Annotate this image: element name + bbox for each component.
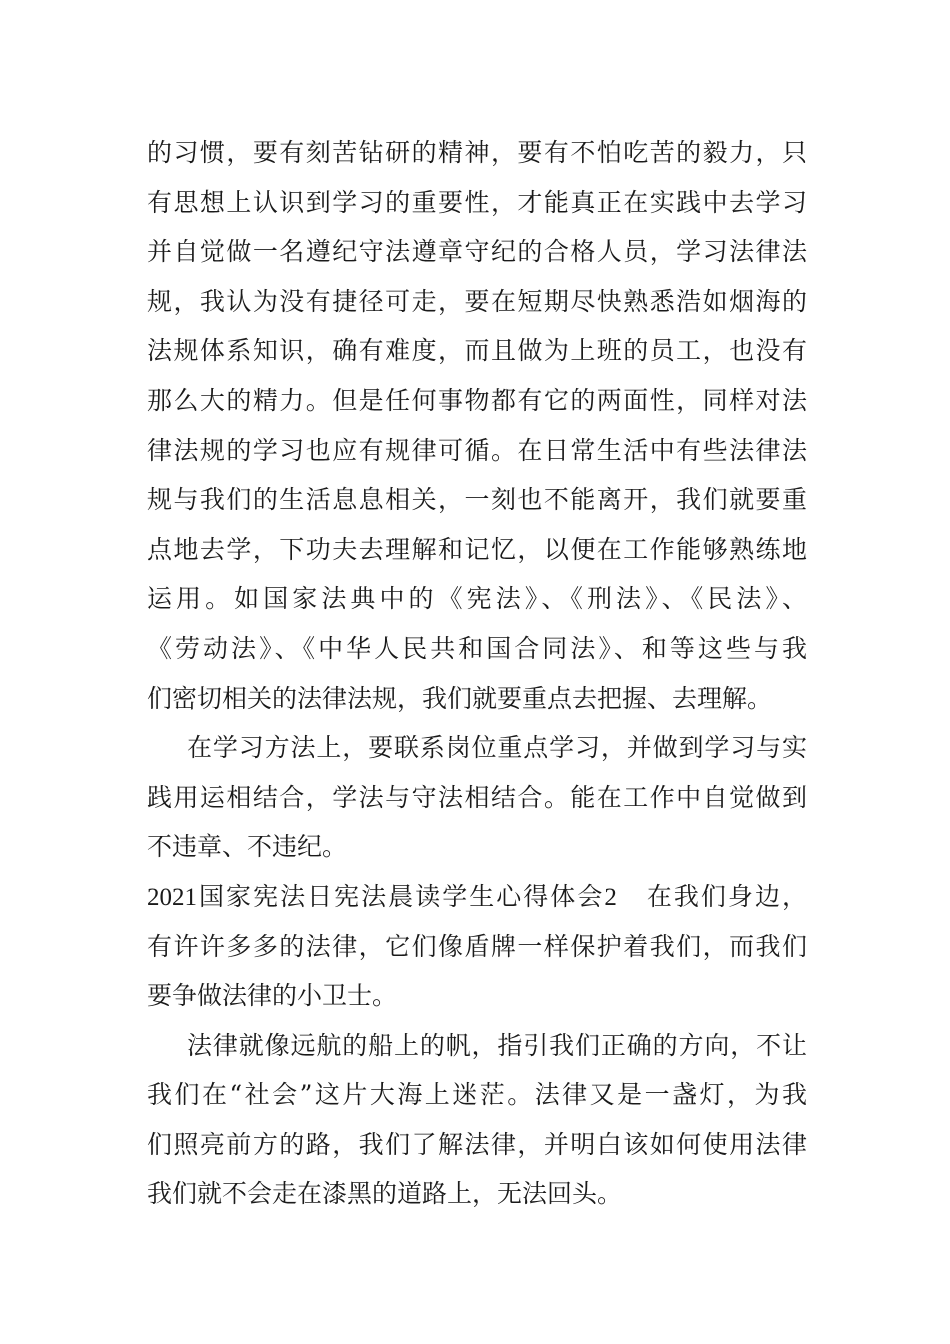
section-heading-line [147, 872, 807, 922]
text-line: 运用。如国家法典中的《宪法》、《刑法》、《民法》、 [147, 584, 807, 614]
text-line: 法律就像远航的船上的帆，指引我们正确的方向，不让 [187, 1030, 807, 1060]
section-heading: 2021国家宪法日宪法晨读学生心得体会2 [147, 883, 617, 911]
text-line: 们照亮前方的路，我们了解法律，并明白该如何使用法律 [147, 1129, 807, 1159]
text-line: 在学习方法上，要联系岗位重点学习，并做到学习与实 [187, 733, 807, 763]
text-line: 并自觉做一名遵纪守法遵章守纪的合格人员，学习法律法 [147, 237, 807, 267]
text-line: 法规体系知识，确有难度，而且做为上班的员工，也没有 [147, 336, 807, 366]
text-line: 有思想上认识到学习的重要性，才能真正在实践中去学习 [147, 187, 807, 217]
text-line: 规与我们的生活息息相关，一刻也不能离开，我们就要重 [147, 485, 807, 515]
text-line: 践用运相结合，学法与守法相结合。能在工作中自觉做到 [147, 782, 807, 812]
body-text [147, 128, 807, 1219]
text-line: 不违章、不违纪。 [147, 832, 348, 862]
text-line: 们密切相关的法律法规，我们就要重点去把握、去理解。 [147, 683, 773, 713]
text-line: 《劳动法》、《中华人民共和国合同法》、和等这些与我 [147, 633, 807, 663]
text-line: 的习惯，要有刻苦钻研的精神，要有不怕吃苦的毅力，只 [147, 138, 807, 167]
heading-continuation: 在我们身边， [644, 881, 807, 911]
text-line: 规，我认为没有捷径可走，要在短期尽快熟悉浩如烟海的 [147, 286, 807, 316]
text-line: 要争做法律的小卫士。 [147, 981, 398, 1011]
text-line: 律法规的学习也应有规律可循。在日常生活中有些法律法 [147, 435, 807, 465]
text-line: 我们在“社会”这片大海上迷茫。法律又是一盏灯，为我 [147, 1080, 807, 1110]
text-line: 有许许多多的法律，它们像盾牌一样保护着我们，而我们 [147, 931, 807, 961]
text-line: 那么大的精力。但是任何事物都有它的两面性，同样对法 [147, 385, 807, 415]
text-line: 点地去学，下功夫去理解和记忆，以便在工作能够熟练地 [147, 534, 807, 564]
text-line: 我们就不会走在漆黑的道路上，无法回头。 [147, 1179, 623, 1209]
